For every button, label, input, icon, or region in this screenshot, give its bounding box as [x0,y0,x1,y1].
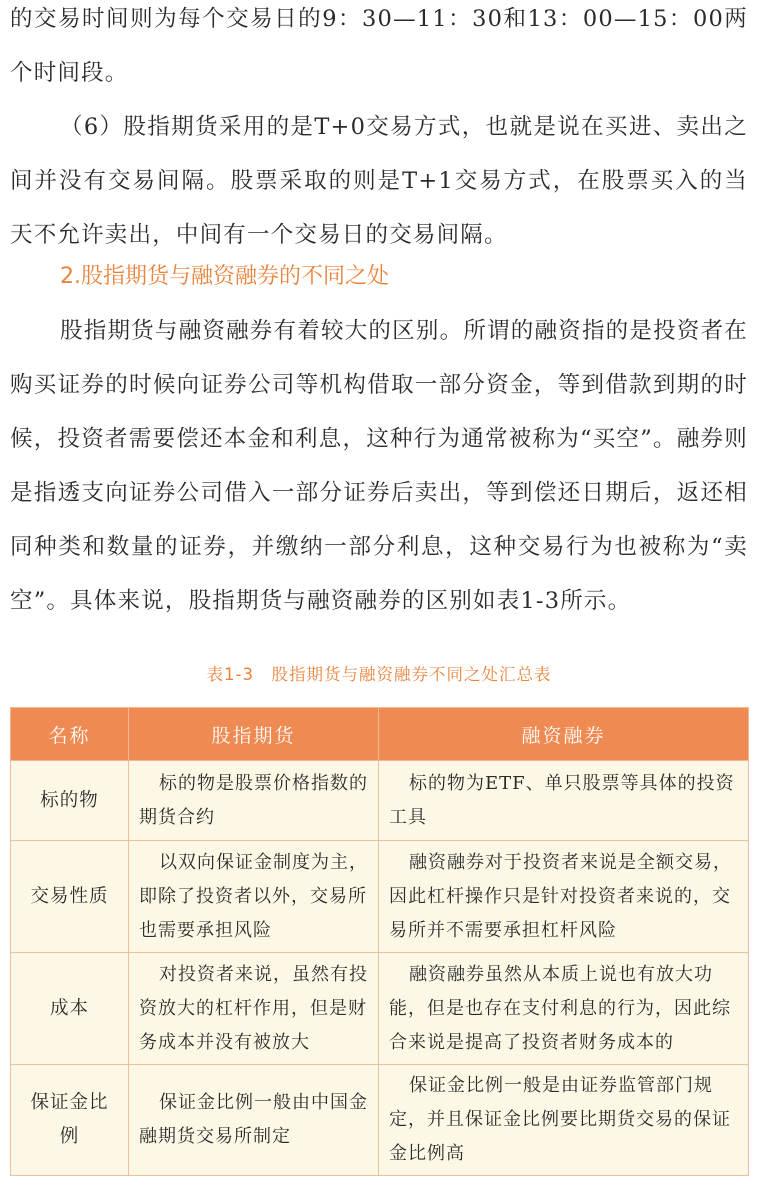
table-row [11,761,749,841]
header-margin: 融资融券 [379,708,749,761]
row-name: 保证金比例 [11,1065,129,1176]
table-row [11,841,749,953]
table-row [11,1065,749,1176]
futures-cell: 以双向保证金制度为主，即除了投资者以外，交易所也需要承担风险 [129,841,379,953]
comparison-table [10,707,749,1176]
row-name: 标的物 [11,761,129,841]
paragraph-margin-trading: 股指期货与融资融券有着较大的区别。所谓的融资指的是投资者在购买证券的时候向证券公司等机构借取一部分资金，等到借款到期的时候，投资者需要偿还本金和利息，这种行为通常被称为“买空”。融券则是指透支向证券公司借入一部分证券后卖出，等到偿还日期后，返还相同种类和数量的证券，并缴纳一部分利息，这种交易行为也被称为“卖空”。具体来说，股指期货与融资融券的区别如表1-3所示。 [10,318,748,614]
margin-cell: 标的物为ETF、单只股票等具体的投资工具 [379,761,749,841]
futures-cell: 保证金比例一般由中国金融期货交易所制定 [129,1065,379,1176]
table-caption: 表1-3 股指期货与融资融券不同之处汇总表 [206,665,552,684]
paragraph-t0-trading: （6）股指期货采用的是T+0交易方式，也就是说在买进、卖出之间并没有交易间隔。股票采取的则是T+1交易方式，在股票买入的当天不允许卖出，中间有一个交易日的交易间隔。 [10,114,748,248]
futures-cell: 对投资者来说，虽然有投资放大的杠杆作用，但是财务成本并没有被放大 [129,953,379,1065]
header-futures: 股指期货 [129,708,379,761]
row-name: 交易性质 [11,841,129,953]
margin-cell: 融资融券对于投资者来说是全额交易，因此杠杆操作只是针对投资者来说的，交易所并不需要承担杠杆风险 [379,841,749,953]
header-name: 名称 [11,708,129,761]
margin-cell: 保证金比例一般是由证券监管部门规定，并且保证金比例要比期货交易的保证金比例高 [379,1065,749,1176]
table-header-row [11,708,749,761]
section-heading: 2.股指期货与融资融券的不同之处 [60,264,389,289]
futures-cell: 标的物是股票价格指数的期货合约 [129,761,379,841]
paragraph-trading-hours: 的交易时间则为每个交易日的9：30—11：30和13：00—15：00两个时间段。 [10,6,748,86]
row-name: 成本 [11,953,129,1065]
margin-cell: 融资融券虽然从本质上说也有放大功能，但是也存在支付利息的行为，因此综合来说是提高了投资者财务成本的 [379,953,749,1065]
table-row [11,953,749,1065]
